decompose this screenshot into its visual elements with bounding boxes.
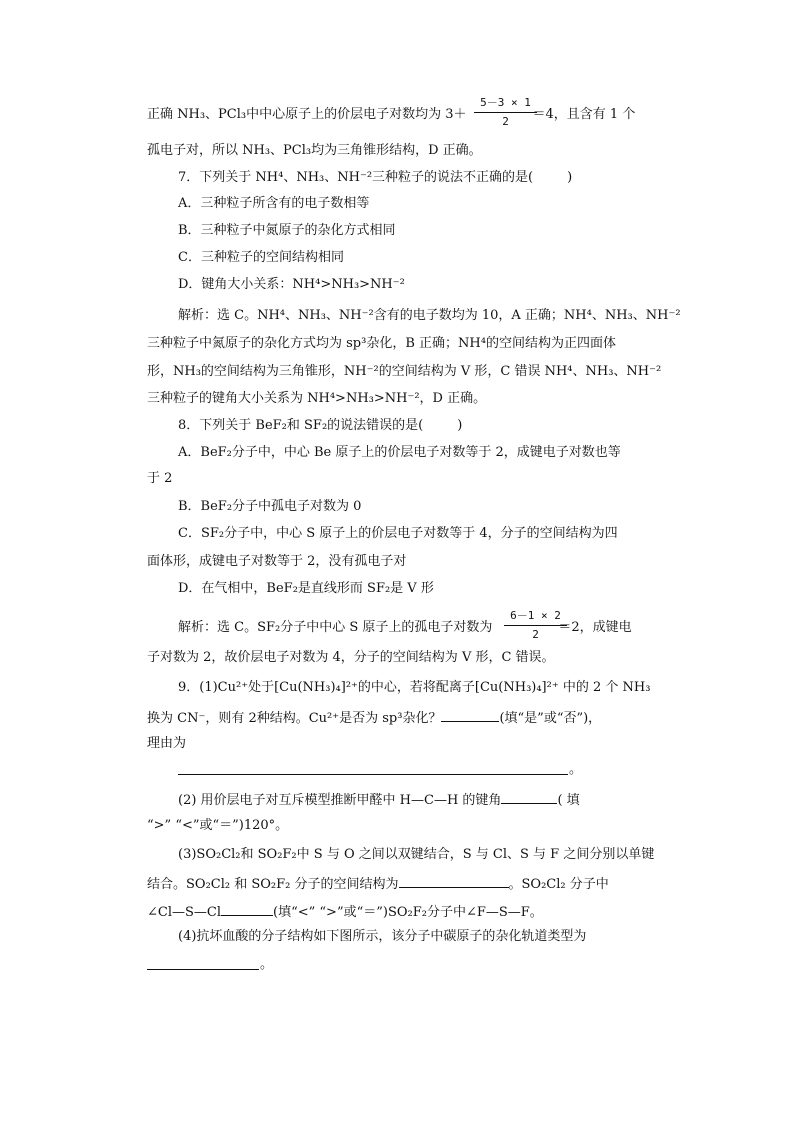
question-9-2-line-1 [178, 790, 580, 809]
question-9-2-line-2: “>” “<”或“＝”)120°。 [147, 818, 289, 833]
question-9-2-text-a: (2) 用价层电子对互斥模型推断甲醛中 H—C—H 的键角 [178, 793, 502, 808]
solution-8-text-a: 解析：选 C。SF₂分子中中心 S 原子上的孤电子对数为 [178, 620, 493, 635]
question-9-1-text-b: (填“是”或“否”)， [499, 711, 602, 726]
option-8d: D．在气相中，BeF₂是直线形而 SF₂是 V 形 [178, 581, 434, 596]
answer-blank-compare[interactable] [221, 902, 273, 916]
line-1 [147, 107, 635, 123]
question-9-3-text-b: 。SO₂Cl₂ 分子中 [508, 877, 609, 892]
option-8b: B．BeF₂分子中孤电子对数为 0 [178, 499, 362, 514]
option-8c-line-2: 面体形，成键电子对数等于 2，没有孤电子对 [147, 554, 407, 569]
line-2: 孤电子对，所以 NH₃、PCl₃均为三角锥形结构，D 正确。 [147, 143, 482, 158]
question-9-4-line-1: (4)抗坏血酸的分子结构如下图所示，该分子中碳原子的杂化轨道类型为 [178, 929, 587, 944]
solution-8-line-2: 子对数为 2，故价层电子对数为 4，分子的空间结构为 V 形，C 错误。 [147, 650, 555, 665]
question-9-3-line-2 [147, 874, 609, 893]
line-1-text-b: ＝4，且含有 1 个 [532, 107, 636, 122]
option-7b: B．三种粒子中氮原子的杂化方式相同 [178, 223, 396, 238]
option-8c-line-1: C．SF₂分子中，中心 S 原子上的价层电子对数等于 4，分子的空间结构为四 [178, 526, 618, 541]
question-9-3-line-3 [147, 902, 543, 921]
answer-blank-structure[interactable] [399, 874, 509, 888]
question-8-stem [178, 418, 462, 434]
option-8a-line-1: A．BeF₂分子中，中心 Be 原子上的价层电子对数等于 2，成键电子对数也等 [178, 445, 621, 460]
fraction-numerator: 5－3 × 1 [480, 96, 531, 109]
answer-blank-angle[interactable] [501, 790, 557, 804]
fraction-bar [474, 112, 537, 113]
answer-blank-hybrid[interactable] [147, 969, 259, 970]
option-8a-line-2: 于 2 [147, 471, 173, 486]
question-7-stem [178, 170, 572, 186]
fraction-denominator: 2 [532, 628, 539, 641]
answer-blank-sp3[interactable] [441, 708, 499, 722]
fraction-bar [504, 625, 567, 626]
question-9-1-line-1: 9．(1)Cu²⁺处于[Cu(NH₃)₄]²⁺的中心，若将配离子[Cu(NH₃)₄]²⁺ 中的 2 个 NH₃ [178, 680, 651, 695]
question-9-1-text-a: 换为 CN⁻，则有 2种结构。Cu²⁺是否为 sp³杂化？ [147, 711, 442, 726]
question-7-text: 7．下列关于 NH⁴、NH₃、NH⁻²三种粒子的说法不正确的是( [178, 170, 534, 185]
question-9-3-line-1: (3)SO₂Cl₂和 SO₂F₂中 S 与 O 之间以双键结合，S 与 Cl、S 与 F 之间分别以单键 [178, 847, 655, 862]
fraction-numerator: 6－1 × 2 [510, 609, 561, 622]
fraction-valence-pairs [474, 96, 537, 130]
paren-close: ) [567, 170, 573, 185]
paren-close: ) [457, 418, 463, 433]
solution-7-line-2: 三种粒子中氮原子的杂化方式均为 sp³杂化，B 正确；NH⁴的空间结构为正四面体 [147, 336, 616, 351]
question-9-1-line-2 [147, 708, 601, 727]
question-9-1-line-3: 理由为 [147, 736, 187, 751]
period-mark: 。 [260, 957, 274, 972]
option-7d: D．键角大小关系：NH⁴>NH₃>NH⁻² [178, 277, 405, 292]
fraction-denominator: 2 [502, 115, 509, 128]
question-9-3-text-d: (填“<” “>”或“＝”)SO₂F₂分子中∠F—S—F。 [273, 905, 543, 920]
line-1-text-a: 正确 NH₃、PCl₃中中心原子上的价层电子对数均为 3＋ [147, 107, 467, 122]
solution-7-line-3: 形，NH₃的空间结构为三角锥形，NH⁻²的空间结构为 V 形，C 错误 NH⁴、NH₃、NH⁻² [147, 364, 662, 379]
question-8-text: 8．下列关于 BeF₂和 SF₂的说法错误的是( [178, 418, 424, 433]
period-mark: 。 [569, 762, 583, 777]
answer-blank-reason[interactable] [178, 774, 568, 775]
option-7c: C．三种粒子的空间结构相同 [178, 250, 344, 265]
question-9-3-text-a: 结合。SO₂Cl₂ 和 SO₂F₂ 分子的空间结构为 [147, 877, 399, 892]
solution-7-line-1: 解析：选 C。NH⁴、NH₃、NH⁻²含有的电子数均为 10，A 正确；NH⁴、NH₃、NH⁻² [178, 308, 681, 323]
solution-8-text-b: ＝2，成键电 [558, 620, 632, 635]
solution-7-line-4: 三种粒子的键角大小关系为 NH⁴>NH₃>NH⁻²，D 正确。 [147, 391, 487, 406]
question-9-3-text-c: ∠Cl—S—Cl [147, 905, 222, 920]
option-7a: A．三种粒子所含有的电子数相等 [178, 196, 370, 211]
question-9-2-text-b: ( 填 [557, 793, 580, 808]
fraction-lone-pairs [504, 609, 567, 643]
